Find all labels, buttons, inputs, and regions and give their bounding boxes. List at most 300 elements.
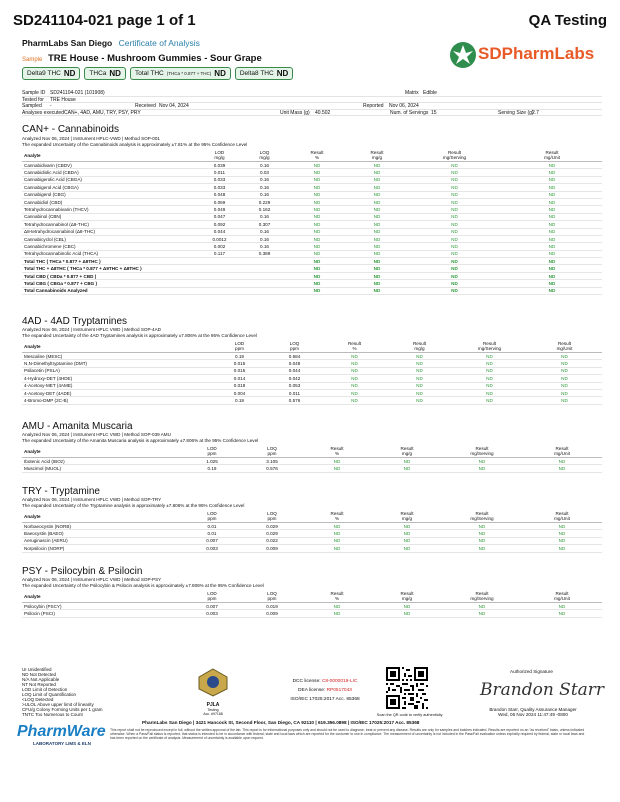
badge-label: Total THC (134, 70, 164, 77)
analyses-value: CAN+, 4AD, AMU, TRY, PSY, PRY (64, 109, 141, 116)
analyzed-line: Analyzed Nov 06, 2024 | Instrument HPLC VWD | Method SOP-TRY (22, 497, 162, 502)
uncertainty-line: The expanded Uncertainty of the Cannabinoids analysis is approximately ±7.81% at the 95% Confidence Level (22, 142, 248, 148)
column-header: Result mg/g (372, 511, 442, 523)
value-cell: ND (407, 235, 502, 242)
value-cell: ND (287, 265, 347, 272)
value-cell (197, 272, 242, 279)
pjla-sub: Testing (207, 708, 219, 712)
value-cell: ND (527, 397, 602, 404)
dcc-value: C8-0000019-LIC (321, 679, 358, 684)
value-cell: ND (322, 353, 387, 360)
column-header: Result mg/Serving (407, 150, 502, 162)
column-header: LOQ ppm (242, 446, 302, 458)
sample-name: TRE House - Mushroom Gummies - Sour Grape (47, 53, 262, 64)
sample-info-grid (22, 90, 602, 116)
value-cell: ND (372, 603, 442, 610)
value-cell: ND (522, 458, 602, 465)
verification-qr-code[interactable] (386, 667, 428, 709)
value-cell: ND (347, 198, 407, 205)
value-cell: 0.029 (242, 530, 302, 537)
legend-item: CFU/g Colony Forming Units per 1 gram (22, 707, 103, 712)
column-header: LOQ ppm (267, 341, 322, 353)
analyzed-line: Analyzed Nov 06, 2024 | Instrument HPLC VWD | Method SOP-039 AMU (22, 432, 171, 437)
legend-item: N/A Not Applicable (22, 677, 60, 682)
analyte-cell: Mescaline (MESC) (22, 353, 212, 360)
value-cell: 0.007 (182, 537, 242, 544)
value-cell: ND (387, 389, 452, 396)
value-cell: ND (502, 250, 602, 257)
value-cell: ND (502, 258, 602, 265)
value-cell: ND (302, 610, 372, 617)
dea-label: DEA license: (298, 688, 326, 693)
table-row (22, 287, 602, 294)
value-cell: 0.029 (242, 523, 302, 530)
value-cell: ND (442, 537, 522, 544)
value-cell: ND (347, 184, 407, 191)
dea-value: RP0517043 (326, 688, 352, 693)
value-cell: 0.039 (197, 162, 242, 169)
analyte-cell: Baeocystin (BAEO) (22, 530, 182, 537)
analyte-cell: 4-Acetoxy-DET (4ADE) (22, 389, 212, 396)
analyzed-line: Analyzed Nov 06, 2024 | Instrument HPLC VWD | Method SOP-4AD (22, 327, 161, 332)
value-cell: ND (287, 162, 347, 169)
value-cell: ND (527, 389, 602, 396)
analyte-cell: Total CBD ( CBDa * 0.877 + CBD ) (22, 272, 197, 279)
table-row (22, 169, 602, 176)
legend-item: UI Unidentified (22, 667, 52, 672)
value-cell (197, 287, 242, 294)
value-cell: ND (407, 176, 502, 183)
legend-item: ND Not Detected (22, 672, 57, 677)
value-cell: ND (522, 545, 602, 552)
value-cell: 0.162 (242, 206, 287, 213)
value-cell: ND (407, 272, 502, 279)
value-cell: 0.042 (267, 375, 322, 382)
sample-id-value: SD241104-021 (101908) (50, 90, 105, 96)
value-cell: ND (322, 375, 387, 382)
analyte-cell: 4-Hydroxy-DET (4HDE) (22, 375, 212, 382)
value-cell: 0.092 (197, 221, 242, 228)
value-cell: ND (452, 375, 527, 382)
value-cell: ND (287, 228, 347, 235)
value-cell: 0.014 (212, 375, 267, 382)
value-cell: ND (347, 228, 407, 235)
value-cell: ND (287, 213, 347, 220)
value-cell: ND (407, 221, 502, 228)
legend-item: <LOQ Detected (22, 697, 54, 702)
pharmware-text: PharmWare (17, 723, 106, 740)
table-row (22, 272, 602, 279)
value-cell: ND (442, 465, 522, 472)
table-row (22, 603, 602, 610)
value-cell: ND (452, 353, 527, 360)
value-cell: ND (502, 243, 602, 250)
value-cell: 3.105 (242, 458, 302, 465)
uncertainty-line: The expanded Uncertainty of the Psilocybin & Psilocin analysis is approximately ±7.806% at the 95% Confidence Level (22, 583, 264, 589)
legal-disclaimer: This report shall not be reproduced except in full, without the written approval of the lab. This report is for informational purposes only and should not be used to diagnose, treat or prevent any disease. Results are only for samples and batches indicated. Results are reported on an "as received" basis, unless indicated otherwise. When a Pass/Fail status is reported, that status is intended to be in accordance with federal, state and local laws which are reported for the customer to use in compliance. The measurement of uncertainty is not included in the Pass/Fail evaluation unless explicitly required by federal, state or local laws and has been reported on the certificate of analysis. Measurement of uncertainty is available upon request. (110, 728, 585, 740)
value-cell: ND (287, 272, 347, 279)
results-table (22, 150, 602, 295)
column-header: Result mg/g (372, 591, 442, 603)
column-header: Result mg/Unit (502, 150, 602, 162)
value-cell: ND (287, 191, 347, 198)
badge-value: ND (63, 69, 76, 78)
value-cell: 0.16 (242, 184, 287, 191)
value-cell: 0.049 (197, 206, 242, 213)
analyte-cell: Cannabidivarin (CBDV) (22, 162, 197, 169)
section-method (22, 432, 258, 445)
value-cell: 0.007 (182, 603, 242, 610)
signer-name: Brandon Starr, Quality Assurance Manager (489, 707, 577, 712)
table-row (22, 537, 602, 544)
value-cell: ND (287, 287, 347, 294)
value-cell: ND (347, 162, 407, 169)
badge-total-thc (130, 67, 231, 80)
value-cell: 0.576 (267, 397, 322, 404)
handwritten-signature: Brandon Starr (480, 680, 605, 700)
section-method (22, 497, 244, 510)
sample-header (22, 53, 262, 64)
table-row (22, 176, 602, 183)
value-cell: 0.015 (212, 367, 267, 374)
value-cell: 0.022 (242, 537, 302, 544)
value-cell: ND (452, 360, 527, 367)
value-cell: ND (302, 603, 372, 610)
value-cell: 0.048 (197, 191, 242, 198)
value-cell: ND (502, 162, 602, 169)
analyte-cell: Total CBG ( CBGa * 0.877 + CBG ) (22, 280, 197, 287)
value-cell: ND (522, 603, 602, 610)
value-cell: ND (372, 530, 442, 537)
value-cell: ND (372, 523, 442, 530)
analyte-cell: Cannabigerol Acid (CBGA) (22, 184, 197, 191)
column-header: Result mg/Unit (522, 446, 602, 458)
badge-thca (84, 67, 126, 80)
value-cell: ND (407, 258, 502, 265)
column-header: Result mg/Unit (522, 511, 602, 523)
value-cell: 0.011 (197, 169, 242, 176)
badge-delta8-thc (235, 67, 293, 80)
value-cell: ND (522, 530, 602, 537)
analyte-cell: Muscimol (MUOL) (22, 465, 182, 472)
column-header: Result mg/Serving (442, 446, 522, 458)
table-row (22, 184, 602, 191)
uncertainty-line: The expanded Uncertainty of the 4AD Tryptamines analysis is approximately ±7.806% at the 95% Confidence Level (22, 333, 257, 339)
value-cell: ND (387, 397, 452, 404)
value-cell: ND (502, 228, 602, 235)
lab-address-footer: PharmLabs San Diego | 3421 Hancock St, Second Floor, San Diego, CA 92110 | 619.356.0898 | ISO/IEC 17025:2017 Acc. 85368 (142, 720, 420, 725)
column-header: Analyte (22, 511, 182, 523)
value-cell: 0.053 (267, 382, 322, 389)
column-header: Result mg/Serving (452, 341, 527, 353)
table-row (22, 382, 602, 389)
value-cell: 0.19 (212, 353, 267, 360)
table-row (22, 265, 602, 272)
value-cell: ND (372, 458, 442, 465)
unit-mass-label: Unit Mass (g) (280, 109, 310, 116)
table-row (22, 523, 602, 530)
analyte-cell: Total THC + Δ8THC ( THCa * 0.877 + Δ9THC + Δ8THC ) (22, 265, 197, 272)
table-row (22, 367, 602, 374)
value-cell: ND (502, 184, 602, 191)
table-row (22, 206, 602, 213)
signature-label: Authorized Signature (510, 669, 553, 674)
value-cell: ND (387, 375, 452, 382)
column-header: LOD ppm (182, 511, 242, 523)
value-cell: 0.389 (242, 250, 287, 257)
value-cell: 0.009 (242, 610, 302, 617)
analyte-cell: Cannabinol (CBN) (22, 213, 197, 220)
column-header: Result mg/g (387, 341, 452, 353)
column-header: Analyte (22, 446, 182, 458)
column-header: Result mg/g (372, 446, 442, 458)
column-header: Result mg/Serving (442, 591, 522, 603)
value-cell (197, 280, 242, 287)
section-method (22, 577, 264, 590)
value-cell: 0.16 (242, 213, 287, 220)
value-cell: 0.003 (182, 610, 242, 617)
value-cell: 0.069 (197, 198, 242, 205)
iso-accreditation: ISO/IEC 17025:2017 Acc. 85368 (290, 697, 360, 702)
value-cell: 0.004 (212, 389, 267, 396)
value-cell: ND (387, 367, 452, 374)
value-cell: 0.003 (182, 545, 242, 552)
analyte-cell: Tetrahydrocannabinol (Δ9-THC) (22, 221, 197, 228)
value-cell: ND (502, 198, 602, 205)
value-cell: ND (287, 176, 347, 183)
section-title: 4AD - 4AD Tryptamines (22, 316, 128, 327)
column-header: LOQ mg/g (242, 150, 287, 162)
value-cell: 0.16 (242, 243, 287, 250)
analyte-cell: Total Cannabinoids Analyzed (22, 287, 197, 294)
column-header: LOD ppm (212, 341, 267, 353)
value-cell: ND (287, 243, 347, 250)
value-cell: ND (287, 169, 347, 176)
value-cell: ND (442, 530, 522, 537)
legend-item: LOD Limit of Detection (22, 687, 68, 692)
qa-testing-title: QA Testing (528, 12, 607, 29)
analyzed-line: Analyzed Nov 06, 2024 | Instrument HPLC-VWD | Method SOP-001 (22, 136, 160, 141)
lab-name: PharmLabs San Diego (22, 38, 113, 48)
legend-item: LOQ Limit of Quantification (22, 692, 77, 697)
value-cell: ND (502, 221, 602, 228)
analyte-cell: Cannabidiol (CBD) (22, 198, 197, 205)
column-header: Result mg/g (347, 150, 407, 162)
value-cell: ND (347, 287, 407, 294)
value-cell: ND (442, 523, 522, 530)
value-cell: 0.018 (212, 382, 267, 389)
value-cell: ND (502, 272, 602, 279)
column-header: LOQ ppm (242, 511, 302, 523)
badge-value: ND (276, 69, 289, 78)
serving-size-label: Serving Size (g) (498, 109, 534, 116)
table-row (22, 465, 602, 472)
logo-text: SDPharmLabs (478, 44, 595, 63)
value-cell: ND (347, 265, 407, 272)
section-title: PSY - Psilocybin & Psilocin (22, 566, 143, 577)
value-cell: 0.229 (242, 198, 287, 205)
value-cell: ND (502, 176, 602, 183)
value-cell: ND (527, 375, 602, 382)
value-cell: 0.0012 (197, 235, 242, 242)
section-method (22, 136, 247, 149)
badge-label: Delta8 THC (239, 70, 274, 77)
dcc-label: DCC license: (292, 679, 321, 684)
column-header: Result % (302, 446, 372, 458)
legend-item: TNTC Too Numerous to Count (22, 712, 83, 717)
table-row (22, 375, 602, 382)
signed-timestamp: Wed, 06 Nov 2024 11:47:49 -0800 (498, 712, 568, 717)
column-header: Result % (302, 591, 372, 603)
value-cell (242, 258, 287, 265)
table-row (22, 530, 602, 537)
document-title: SD241104-021 page 1 of 1 (13, 12, 196, 29)
column-header: Result mg/Serving (442, 511, 522, 523)
value-cell: ND (287, 258, 347, 265)
pharmlabs-leaf-icon (448, 40, 478, 70)
value-cell: ND (442, 603, 522, 610)
value-cell: ND (372, 465, 442, 472)
sdpharmlabs-logo (448, 40, 598, 70)
value-cell: ND (502, 280, 602, 287)
unit-mass-value: 40.502 (315, 109, 331, 116)
signer-block (480, 707, 586, 717)
value-cell: ND (347, 191, 407, 198)
value-cell: ND (407, 162, 502, 169)
value-cell: 0.584 (267, 353, 322, 360)
value-cell: 0.03 (242, 169, 287, 176)
column-header: LOQ ppm (242, 591, 302, 603)
badge-delta9-thc (22, 67, 80, 80)
value-cell (242, 272, 287, 279)
value-cell: ND (407, 198, 502, 205)
value-cell: 0.117 (197, 250, 242, 257)
badge-formula: (THCa * 0.877 + THC) (166, 71, 212, 76)
pjla-emblem-icon (195, 667, 231, 697)
tested-for-label: Tested for (22, 96, 44, 103)
servings-value: 15 (431, 109, 437, 116)
analyte-cell: Psilocin (PSCI) (22, 610, 182, 617)
value-cell: ND (522, 523, 602, 530)
value-cell: ND (502, 206, 602, 213)
value-cell: ND (407, 265, 502, 272)
pharmware-logo (17, 723, 106, 751)
value-cell: ND (527, 382, 602, 389)
value-cell: ND (452, 389, 527, 396)
value-cell (242, 280, 287, 287)
value-cell: ND (502, 235, 602, 242)
badge-label: Delta9 THC (27, 70, 61, 77)
value-cell: ND (502, 265, 602, 272)
analyte-cell: Cannabigerol (CBG) (22, 191, 197, 198)
value-cell: ND (372, 545, 442, 552)
sampled-value: - (50, 103, 52, 109)
reported-label: Reported (363, 103, 384, 109)
value-cell: 0.16 (242, 162, 287, 169)
value-cell: ND (522, 537, 602, 544)
section-title: TRY - Tryptamine (22, 486, 100, 497)
analyte-cell: N,N-Dimethyltryptamine (DMT) (22, 360, 212, 367)
value-cell: 0.01 (182, 523, 242, 530)
value-cell: ND (347, 176, 407, 183)
value-cell (242, 265, 287, 272)
value-cell: ND (452, 382, 527, 389)
tested-for-value: TRE House (50, 96, 76, 103)
table-row (22, 228, 602, 235)
table-row (22, 191, 602, 198)
results-table (22, 511, 602, 553)
value-cell: ND (287, 184, 347, 191)
legend-item: NT Not Reported (22, 682, 56, 687)
value-cell: ND (322, 367, 387, 374)
value-cell: ND (407, 206, 502, 213)
value-cell: ND (287, 198, 347, 205)
value-cell: ND (502, 169, 602, 176)
value-cell: ND (347, 258, 407, 265)
value-cell: 0.033 (197, 184, 242, 191)
table-row (22, 610, 602, 617)
uncertainty-line: The expanded Uncertainty of the Tryptamine analysis is approximately ±7.806% at the 95% Confidence Level (22, 503, 245, 509)
received-value: Nov 04, 2024 (159, 103, 189, 109)
column-header: Analyte (22, 591, 182, 603)
legend-item: >ULOL Above upper limit of linearity (22, 702, 94, 707)
value-cell: 0.307 (242, 221, 287, 228)
column-header: Result % (287, 150, 347, 162)
analyzed-line: Analyzed Nov 06, 2024 | Instrument HPLC VWD | Method SOP-PSY (22, 577, 162, 582)
value-cell: ND (302, 545, 372, 552)
value-cell: ND (527, 360, 602, 367)
uncertainty-line: The expanded Uncertainty of the Amanita Muscaria analysis is approximately ±7.806% at the 95% Confidence Level (22, 438, 259, 444)
value-cell: ND (527, 367, 602, 374)
analyte-cell: Psilacetin (PSLA) (22, 367, 212, 374)
analyte-cell: Δ8-tetrahydrocannabinol (Δ8-THC) (22, 228, 197, 235)
column-header: Result mg/Unit (527, 341, 602, 353)
table-row (22, 250, 602, 257)
value-cell: ND (322, 389, 387, 396)
value-cell: ND (347, 280, 407, 287)
value-cell: ND (407, 191, 502, 198)
value-cell: ND (407, 169, 502, 176)
column-header: LOD mg/g (197, 150, 242, 162)
received-label: Received (135, 103, 156, 109)
value-cell: ND (387, 353, 452, 360)
value-cell (242, 287, 287, 294)
column-header: Analyte (22, 341, 212, 353)
column-header: LOD ppm (182, 591, 242, 603)
pjla-accreditation-logo (195, 667, 231, 716)
value-cell: 0.047 (197, 213, 242, 220)
value-cell: 0.16 (242, 176, 287, 183)
abbreviation-legend (22, 667, 103, 717)
table-row (22, 545, 602, 552)
value-cell: 0.01 (182, 530, 242, 537)
table-row (22, 280, 602, 287)
table-row (22, 213, 602, 220)
value-cell: 1.025 (182, 458, 242, 465)
value-cell: ND (287, 280, 347, 287)
value-cell: ND (407, 213, 502, 220)
analyte-cell: 4-Bromo-DMP (2C-B) (22, 397, 212, 404)
value-cell: ND (407, 280, 502, 287)
table-row (22, 243, 602, 250)
value-cell: ND (347, 250, 407, 257)
value-cell: ND (372, 610, 442, 617)
value-cell: 0.19 (212, 397, 267, 404)
value-cell: ND (302, 465, 372, 472)
value-cell (197, 258, 242, 265)
analyte-cell: Ibotenic Acid (IBOz) (22, 458, 182, 465)
value-cell: ND (502, 191, 602, 198)
